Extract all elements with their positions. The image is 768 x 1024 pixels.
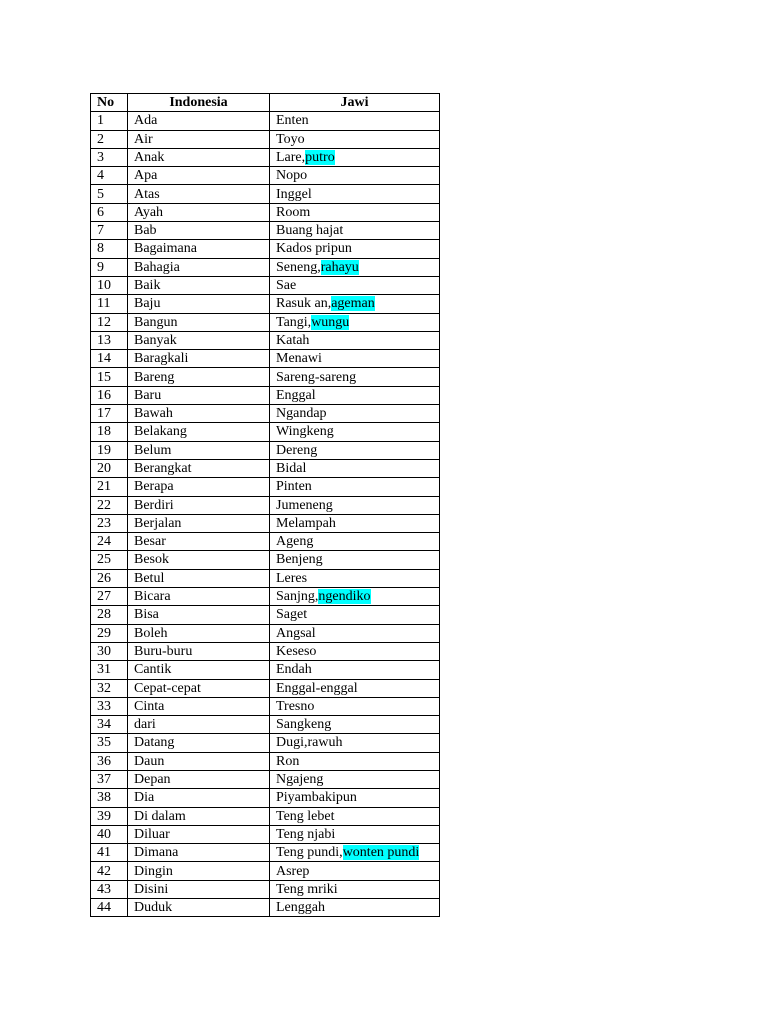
cell-indonesia: Daun — [128, 752, 270, 770]
cell-no: 4 — [91, 167, 128, 185]
cell-no: 15 — [91, 368, 128, 386]
table-row — [91, 496, 440, 514]
cell-indonesia: Banyak — [128, 331, 270, 349]
cell-jawi — [270, 514, 440, 532]
cell-jawi — [270, 459, 440, 477]
table-row — [91, 112, 440, 130]
cell-indonesia: Bareng — [128, 368, 270, 386]
jawi-text: Nopo — [276, 168, 308, 184]
table-row — [91, 148, 440, 166]
jawi-text: Inggel — [276, 186, 312, 202]
jawi-text: Teng njabi — [276, 826, 336, 842]
cell-jawi — [270, 258, 440, 276]
cell-jawi — [270, 222, 440, 240]
cell-jawi — [270, 148, 440, 166]
table-row — [91, 661, 440, 679]
cell-no: 16 — [91, 386, 128, 404]
cell-no: 25 — [91, 551, 128, 569]
cell-no: 32 — [91, 679, 128, 697]
jawi-text: Enggal — [276, 387, 316, 403]
jawi-text: Teng lebet — [276, 808, 335, 824]
table-row — [91, 642, 440, 660]
cell-jawi — [270, 496, 440, 514]
table-row — [91, 203, 440, 221]
cell-jawi — [270, 606, 440, 624]
table-row — [91, 514, 440, 532]
table-row — [91, 789, 440, 807]
jawi-text: Ron — [276, 753, 300, 769]
jawi-text: Rasuk an, — [276, 296, 332, 312]
cell-jawi — [270, 588, 440, 606]
table-row — [91, 167, 440, 185]
cell-no: 5 — [91, 185, 128, 203]
jawi-text: Sae — [276, 278, 297, 294]
cell-jawi — [270, 167, 440, 185]
vocabulary-table — [90, 93, 440, 917]
table-row — [91, 459, 440, 477]
cell-indonesia: Baju — [128, 295, 270, 313]
cell-no: 3 — [91, 148, 128, 166]
jawi-text: Teng pundi, — [276, 845, 343, 861]
cell-jawi — [270, 679, 440, 697]
jawi-text: Bidal — [276, 460, 307, 476]
jawi-text: Asrep — [276, 863, 310, 879]
jawi-text: Katah — [276, 332, 310, 348]
cell-indonesia: Besok — [128, 551, 270, 569]
table-row — [91, 697, 440, 715]
table-row — [91, 478, 440, 496]
jawi-text: Sareng-sareng — [276, 369, 357, 385]
cell-indonesia: Bangun — [128, 313, 270, 331]
table-row — [91, 606, 440, 624]
jawi-text: Angsal — [276, 625, 316, 641]
table-row — [91, 313, 440, 331]
cell-indonesia: Dingin — [128, 862, 270, 880]
jawi-text: Benjeng — [276, 552, 323, 568]
cell-no: 22 — [91, 496, 128, 514]
cell-no: 29 — [91, 624, 128, 642]
cell-no: 1 — [91, 112, 128, 130]
table-row — [91, 331, 440, 349]
cell-jawi — [270, 661, 440, 679]
cell-jawi — [270, 368, 440, 386]
cell-indonesia: Depan — [128, 770, 270, 788]
cell-no: 17 — [91, 405, 128, 423]
cell-indonesia: Dia — [128, 789, 270, 807]
cell-jawi — [270, 697, 440, 715]
cell-jawi — [270, 752, 440, 770]
cell-indonesia: Bagaimana — [128, 240, 270, 258]
cell-indonesia: Betul — [128, 569, 270, 587]
table-row — [91, 386, 440, 404]
cell-indonesia: Berangkat — [128, 459, 270, 477]
table-row — [91, 770, 440, 788]
jawi-text: Tresno — [276, 698, 315, 714]
cell-indonesia: Belakang — [128, 423, 270, 441]
jawi-text: Room — [276, 204, 311, 220]
cell-indonesia: Duduk — [128, 899, 270, 917]
cell-indonesia: Di dalam — [128, 807, 270, 825]
cell-jawi — [270, 770, 440, 788]
jawi-highlighted-text: rahayu — [320, 259, 359, 275]
cell-jawi — [270, 642, 440, 660]
cell-indonesia: Dimana — [128, 844, 270, 862]
cell-jawi — [270, 240, 440, 258]
table-row — [91, 185, 440, 203]
table-row — [91, 716, 440, 734]
table-row — [91, 350, 440, 368]
cell-jawi — [270, 551, 440, 569]
cell-indonesia: Baragkali — [128, 350, 270, 368]
cell-no: 38 — [91, 789, 128, 807]
cell-indonesia: Bab — [128, 222, 270, 240]
cell-no: 2 — [91, 130, 128, 148]
cell-indonesia: Datang — [128, 734, 270, 752]
cell-jawi — [270, 624, 440, 642]
table-row — [91, 752, 440, 770]
cell-jawi — [270, 331, 440, 349]
cell-indonesia: Cinta — [128, 697, 270, 715]
cell-indonesia: Ayah — [128, 203, 270, 221]
cell-jawi — [270, 862, 440, 880]
table-row — [91, 679, 440, 697]
cell-no: 28 — [91, 606, 128, 624]
jawi-text: Enggal-enggal — [276, 680, 358, 696]
jawi-text: Melampah — [276, 515, 336, 531]
cell-indonesia: Ada — [128, 112, 270, 130]
cell-no: 18 — [91, 423, 128, 441]
jawi-text: Ageng — [276, 534, 314, 550]
cell-no: 39 — [91, 807, 128, 825]
cell-jawi — [270, 386, 440, 404]
cell-no: 21 — [91, 478, 128, 496]
cell-jawi — [270, 825, 440, 843]
cell-no: 43 — [91, 880, 128, 898]
table-row — [91, 807, 440, 825]
table-row — [91, 222, 440, 240]
header-jawi: Jawi — [270, 94, 440, 112]
cell-no: 7 — [91, 222, 128, 240]
cell-no: 35 — [91, 734, 128, 752]
cell-indonesia: Boleh — [128, 624, 270, 642]
cell-no: 34 — [91, 716, 128, 734]
jawi-text: Leres — [276, 570, 308, 586]
cell-no: 10 — [91, 276, 128, 294]
cell-no: 44 — [91, 899, 128, 917]
table-row — [91, 588, 440, 606]
cell-jawi — [270, 203, 440, 221]
jawi-text: Kados pripun — [276, 241, 352, 257]
cell-indonesia: Berapa — [128, 478, 270, 496]
cell-indonesia: Apa — [128, 167, 270, 185]
cell-jawi — [270, 734, 440, 752]
cell-indonesia: Air — [128, 130, 270, 148]
jawi-text: Tangi, — [276, 314, 312, 330]
cell-jawi — [270, 880, 440, 898]
jawi-text: Lenggah — [276, 900, 325, 916]
table-row — [91, 551, 440, 569]
jawi-text: Menawi — [276, 351, 322, 367]
cell-no: 23 — [91, 514, 128, 532]
cell-jawi — [270, 533, 440, 551]
jawi-highlighted-text: putro — [305, 149, 335, 165]
table-row — [91, 441, 440, 459]
cell-jawi — [270, 844, 440, 862]
cell-jawi — [270, 441, 440, 459]
cell-indonesia: Belum — [128, 441, 270, 459]
cell-indonesia: Disini — [128, 880, 270, 898]
cell-no: 30 — [91, 642, 128, 660]
cell-no: 14 — [91, 350, 128, 368]
jawi-text: Piyambakipun — [276, 790, 357, 806]
jawi-highlighted-text: ageman — [331, 296, 375, 312]
cell-no: 12 — [91, 313, 128, 331]
cell-no: 31 — [91, 661, 128, 679]
cell-no: 41 — [91, 844, 128, 862]
cell-no: 33 — [91, 697, 128, 715]
table-row — [91, 240, 440, 258]
jawi-text: Seneng, — [276, 259, 321, 275]
table-row — [91, 569, 440, 587]
jawi-text: Dugi,rawuh — [276, 735, 343, 751]
jawi-text: Ngajeng — [276, 772, 324, 788]
cell-indonesia: Baru — [128, 386, 270, 404]
cell-no: 42 — [91, 862, 128, 880]
cell-indonesia: Diluar — [128, 825, 270, 843]
jawi-text: Sanjng, — [276, 589, 319, 605]
cell-jawi — [270, 130, 440, 148]
cell-jawi — [270, 405, 440, 423]
cell-no: 19 — [91, 441, 128, 459]
cell-jawi — [270, 569, 440, 587]
cell-indonesia: Baik — [128, 276, 270, 294]
cell-no: 26 — [91, 569, 128, 587]
cell-indonesia: Anak — [128, 148, 270, 166]
jawi-text: Pinten — [276, 479, 312, 495]
cell-indonesia: Berdiri — [128, 496, 270, 514]
cell-no: 6 — [91, 203, 128, 221]
jawi-text: Lare, — [276, 149, 306, 165]
table-row — [91, 734, 440, 752]
jawi-highlighted-text: wungu — [311, 314, 350, 330]
cell-jawi — [270, 899, 440, 917]
jawi-text: Teng mriki — [276, 881, 338, 897]
table-body — [91, 112, 440, 917]
jawi-text: Wingkeng — [276, 424, 334, 440]
cell-indonesia: Atas — [128, 185, 270, 203]
cell-indonesia: Bahagia — [128, 258, 270, 276]
jawi-text: Buang hajat — [276, 223, 344, 239]
cell-jawi — [270, 716, 440, 734]
jawi-text: Dereng — [276, 442, 318, 458]
jawi-text: Sangkeng — [276, 717, 332, 733]
cell-jawi — [270, 478, 440, 496]
jawi-highlighted-text: ngendiko — [318, 589, 371, 605]
table-row — [91, 624, 440, 642]
table-row — [91, 899, 440, 917]
jawi-highlighted-text: wonten pundi — [342, 845, 420, 861]
cell-no: 20 — [91, 459, 128, 477]
jawi-text: Saget — [276, 607, 308, 623]
cell-no: 36 — [91, 752, 128, 770]
cell-no: 40 — [91, 825, 128, 843]
cell-no: 27 — [91, 588, 128, 606]
cell-jawi — [270, 423, 440, 441]
cell-no: 24 — [91, 533, 128, 551]
table-row — [91, 130, 440, 148]
jawi-text: Ngandap — [276, 406, 327, 422]
cell-no: 9 — [91, 258, 128, 276]
cell-jawi — [270, 295, 440, 313]
cell-indonesia: Cantik — [128, 661, 270, 679]
table-row — [91, 295, 440, 313]
jawi-text: Toyo — [276, 131, 305, 147]
cell-no: 11 — [91, 295, 128, 313]
cell-jawi — [270, 807, 440, 825]
jawi-text: Keseso — [276, 643, 317, 659]
table-row — [91, 844, 440, 862]
table-row — [91, 258, 440, 276]
jawi-text: Endah — [276, 662, 312, 678]
table-row — [91, 862, 440, 880]
cell-indonesia: Besar — [128, 533, 270, 551]
cell-no: 8 — [91, 240, 128, 258]
table-row — [91, 825, 440, 843]
cell-indonesia: Bicara — [128, 588, 270, 606]
cell-indonesia: Bisa — [128, 606, 270, 624]
cell-jawi — [270, 185, 440, 203]
cell-jawi — [270, 789, 440, 807]
jawi-text: Enten — [276, 113, 309, 129]
table-row — [91, 423, 440, 441]
table-header-row — [91, 94, 440, 112]
header-no: No — [91, 94, 128, 112]
cell-jawi — [270, 350, 440, 368]
cell-indonesia: Buru-buru — [128, 642, 270, 660]
cell-indonesia: Bawah — [128, 405, 270, 423]
cell-no: 13 — [91, 331, 128, 349]
table-row — [91, 533, 440, 551]
table-row — [91, 880, 440, 898]
cell-indonesia: Berjalan — [128, 514, 270, 532]
jawi-text: Jumeneng — [276, 497, 333, 513]
header-indonesia: Indonesia — [128, 94, 270, 112]
cell-no: 37 — [91, 770, 128, 788]
cell-indonesia: dari — [128, 716, 270, 734]
cell-jawi — [270, 112, 440, 130]
cell-jawi — [270, 313, 440, 331]
table-row — [91, 405, 440, 423]
cell-jawi — [270, 276, 440, 294]
table-row — [91, 276, 440, 294]
cell-indonesia: Cepat-cepat — [128, 679, 270, 697]
table-row — [91, 368, 440, 386]
